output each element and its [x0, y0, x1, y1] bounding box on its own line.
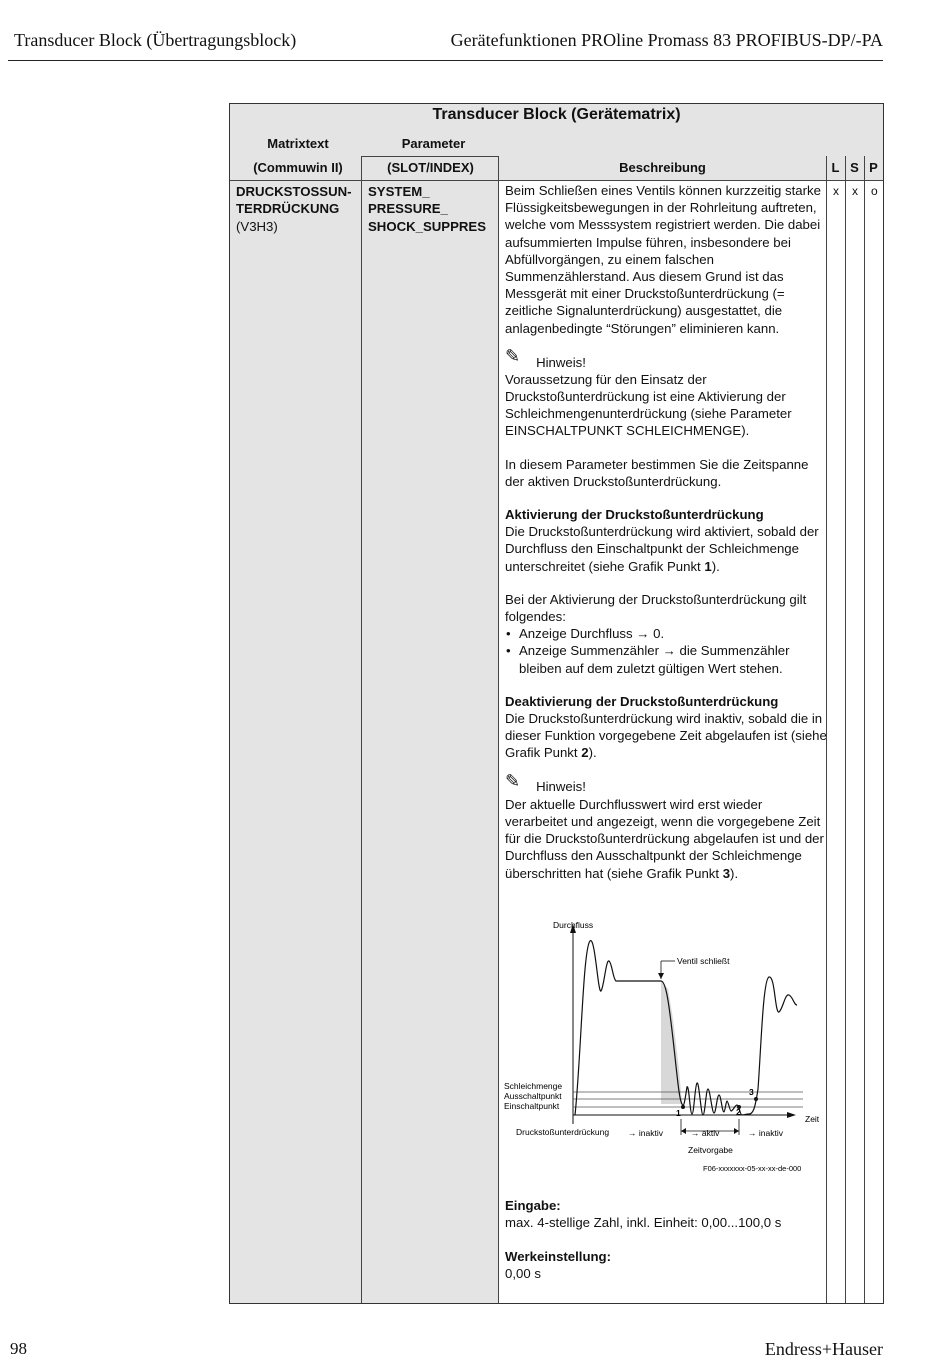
- default-label: Werkeinstellung:: [505, 1248, 612, 1264]
- parameter-line-1: SYSTEM_: [368, 184, 430, 199]
- default-value: 0,00 s: [505, 1265, 541, 1281]
- col3-label: Beschreibung: [619, 160, 706, 175]
- column-divider-1: [361, 156, 362, 1303]
- running-header-left: Transducer Block (Übertragungsblock): [14, 30, 297, 50]
- input-value: max. 4-stellige Zahl, inkl. Einheit: 0,00...100,0 s: [505, 1215, 782, 1231]
- table-title: Transducer Block (Gerätematrix): [432, 106, 681, 123]
- brand-logo: Endress+Hauser: [764, 1339, 883, 1359]
- deactivation-text: Die Druckstoßunterdrückung wird inaktiv, sobald die in dieser Funktion vorgegebene Zeit abgelaufen ist (siehe Grafik Punkt 2).: [505, 711, 827, 761]
- y-axis-label: Durchfluss: [553, 920, 594, 930]
- matrix-position: (V3H3): [236, 218, 278, 234]
- column-divider-4: [845, 156, 846, 1303]
- column-divider-2: [498, 156, 499, 1303]
- col2-label-bottom: (SLOT/INDEX): [387, 160, 474, 175]
- left-columns-background: [230, 181, 498, 1303]
- page-number: 98: [10, 1339, 27, 1358]
- state-label-2: → aktiv: [691, 1128, 720, 1138]
- list-item: • Anzeige Durchfluss → 0.: [505, 625, 827, 642]
- x-axis-label: Zeit: [805, 1114, 820, 1124]
- note-2-point-ref: 3: [722, 865, 731, 881]
- state-label-3: → inaktiv: [748, 1128, 783, 1138]
- matrix-text-cell: [236, 183, 352, 235]
- col-l-label: L: [831, 160, 840, 175]
- flag-s: x: [852, 184, 858, 198]
- activation-list-intro: Bei der Aktivierung der Druckstoßunterdrückung gilt folgendes:: [505, 591, 807, 625]
- x-axis-arrow: [787, 1112, 796, 1118]
- note-1-heading: [505, 345, 827, 371]
- level-label-2: Ausschaltpunkt: [504, 1091, 562, 1101]
- pencil-icon: ✎: [505, 770, 521, 791]
- deactivation-heading: Deaktivierung der Druckstoßunterdrückung: [505, 693, 779, 709]
- flag-p: o: [871, 184, 878, 198]
- note-2-heading: [505, 770, 827, 796]
- valve-label: Ventil schließt: [677, 956, 730, 966]
- col1-label-top: Matrixtext: [267, 136, 329, 151]
- activation-list: [505, 625, 827, 677]
- valve-marker-arrow: [658, 973, 664, 979]
- matrix-text-line-2: TERDRÜCKUNG: [236, 201, 340, 217]
- suppression-label: Druckstoßunterdrückung: [516, 1127, 610, 1137]
- duration-label: Zeitvorgabe: [688, 1145, 733, 1155]
- activation-point-ref: 1: [704, 558, 712, 574]
- matrix-text-line-1: DRUCKSTOSSUN-: [236, 184, 352, 199]
- activation-heading: Aktivierung der Druckstoßunterdrückung: [505, 507, 764, 523]
- level-label-3: Einschaltpunkt: [504, 1101, 560, 1111]
- col1-label-bottom: (Commuwin II): [253, 160, 343, 175]
- column-divider-5: [864, 156, 865, 1303]
- flag-l: x: [833, 184, 839, 198]
- running-header-right: Gerätefunktionen PROline Promass 83 PROFIBUS-DP/-PA: [450, 30, 883, 50]
- state-label-1: → inaktiv: [628, 1128, 663, 1138]
- deactivation-point-ref: 2: [581, 745, 589, 761]
- flow-curve: [575, 941, 797, 1115]
- header-subrule: [361, 156, 499, 157]
- point-1-label: 1: [676, 1108, 681, 1118]
- col2-label-top: Parameter: [401, 136, 466, 151]
- header-rule: [8, 60, 883, 61]
- input-block: [505, 1197, 781, 1282]
- header-bottom-rule: [230, 180, 883, 181]
- list-item: • Anzeige Summenzähler → die Summenzähler bleiben auf dem zuletzt gültigen Wert stehen.: [505, 642, 827, 676]
- note-1-label: Hinweis!: [536, 354, 586, 370]
- col-s-label: S: [850, 160, 859, 175]
- level-label-1: Schleichmenge: [504, 1081, 563, 1091]
- activation-text: Die Druckstoßunterdrückung wird aktiviert, sobald der Durchfluss den Einschaltpunkt der Schleichmenge unterschreitet (siehe Grafik Punkt 1).: [505, 524, 819, 574]
- parameter-line-2: PRESSURE_: [368, 201, 448, 217]
- input-label: Eingabe:: [505, 1198, 561, 1213]
- duration-arrow-right: [734, 1128, 739, 1134]
- col-p-label: P: [869, 160, 878, 175]
- device-matrix-table: [229, 103, 884, 1304]
- parameter-cell: [368, 183, 486, 235]
- pencil-icon: ✎: [505, 345, 521, 366]
- note-2-label: Hinweis!: [536, 779, 586, 795]
- intro-paragraph: Beim Schließen eines Ventils können kurzzeitig starke Flüssigkeitsbewegungen in der Rohrleitung auftreten, welche vom Messsystem registriert werden. Die dabei aufsummierten Impulse führen, insbesondere bei Abfüllvorgängen, zu einem falschen Summenzählerstand. Aus diesem Grund ist das Messgerät mit einer Druckstoßunterdrückung (= zeitliche Signalunterdrückung) ausgestattet, die anlagenbedingte “Störungen” eliminieren kann.: [505, 183, 821, 336]
- point-1-marker: [681, 1105, 685, 1109]
- point-3-marker: [754, 1097, 758, 1101]
- suppression-graph: [503, 909, 825, 1179]
- duration-arrow-left: [681, 1128, 686, 1134]
- parameter-purpose: In diesem Parameter bestimmen Sie die Zeitspanne der aktiven Druckstoßunterdrückung.: [505, 456, 809, 489]
- point-2-label: 2: [736, 1107, 741, 1117]
- figure-id: F06-xxxxxxx-05-xx-xx-de-000: [703, 1164, 802, 1173]
- parameter-line-3: SHOCK_SUPPRES: [368, 218, 486, 234]
- note-2-text: Der aktuelle Durchflusswert wird erst wieder verarbeitet und angezeigt, wenn die vorgegebene Zeit für die Druckstoßunterdrückung abgelaufen ist und der Durchfluss den Ausschaltpunkt der Schleichmenge überschritten hat (siehe Grafik Punkt 3).: [505, 796, 824, 881]
- description-cell: [505, 182, 827, 882]
- note-1-text: Voraussetzung für den Einsatz der Druckstoßunterdrückung ist eine Aktivierung der Schleichmengenunterdrückung (siehe Parameter EINSCHALTPUNKT SCHLEICHMENGE).: [505, 371, 792, 439]
- point-3-label: 3: [749, 1087, 754, 1097]
